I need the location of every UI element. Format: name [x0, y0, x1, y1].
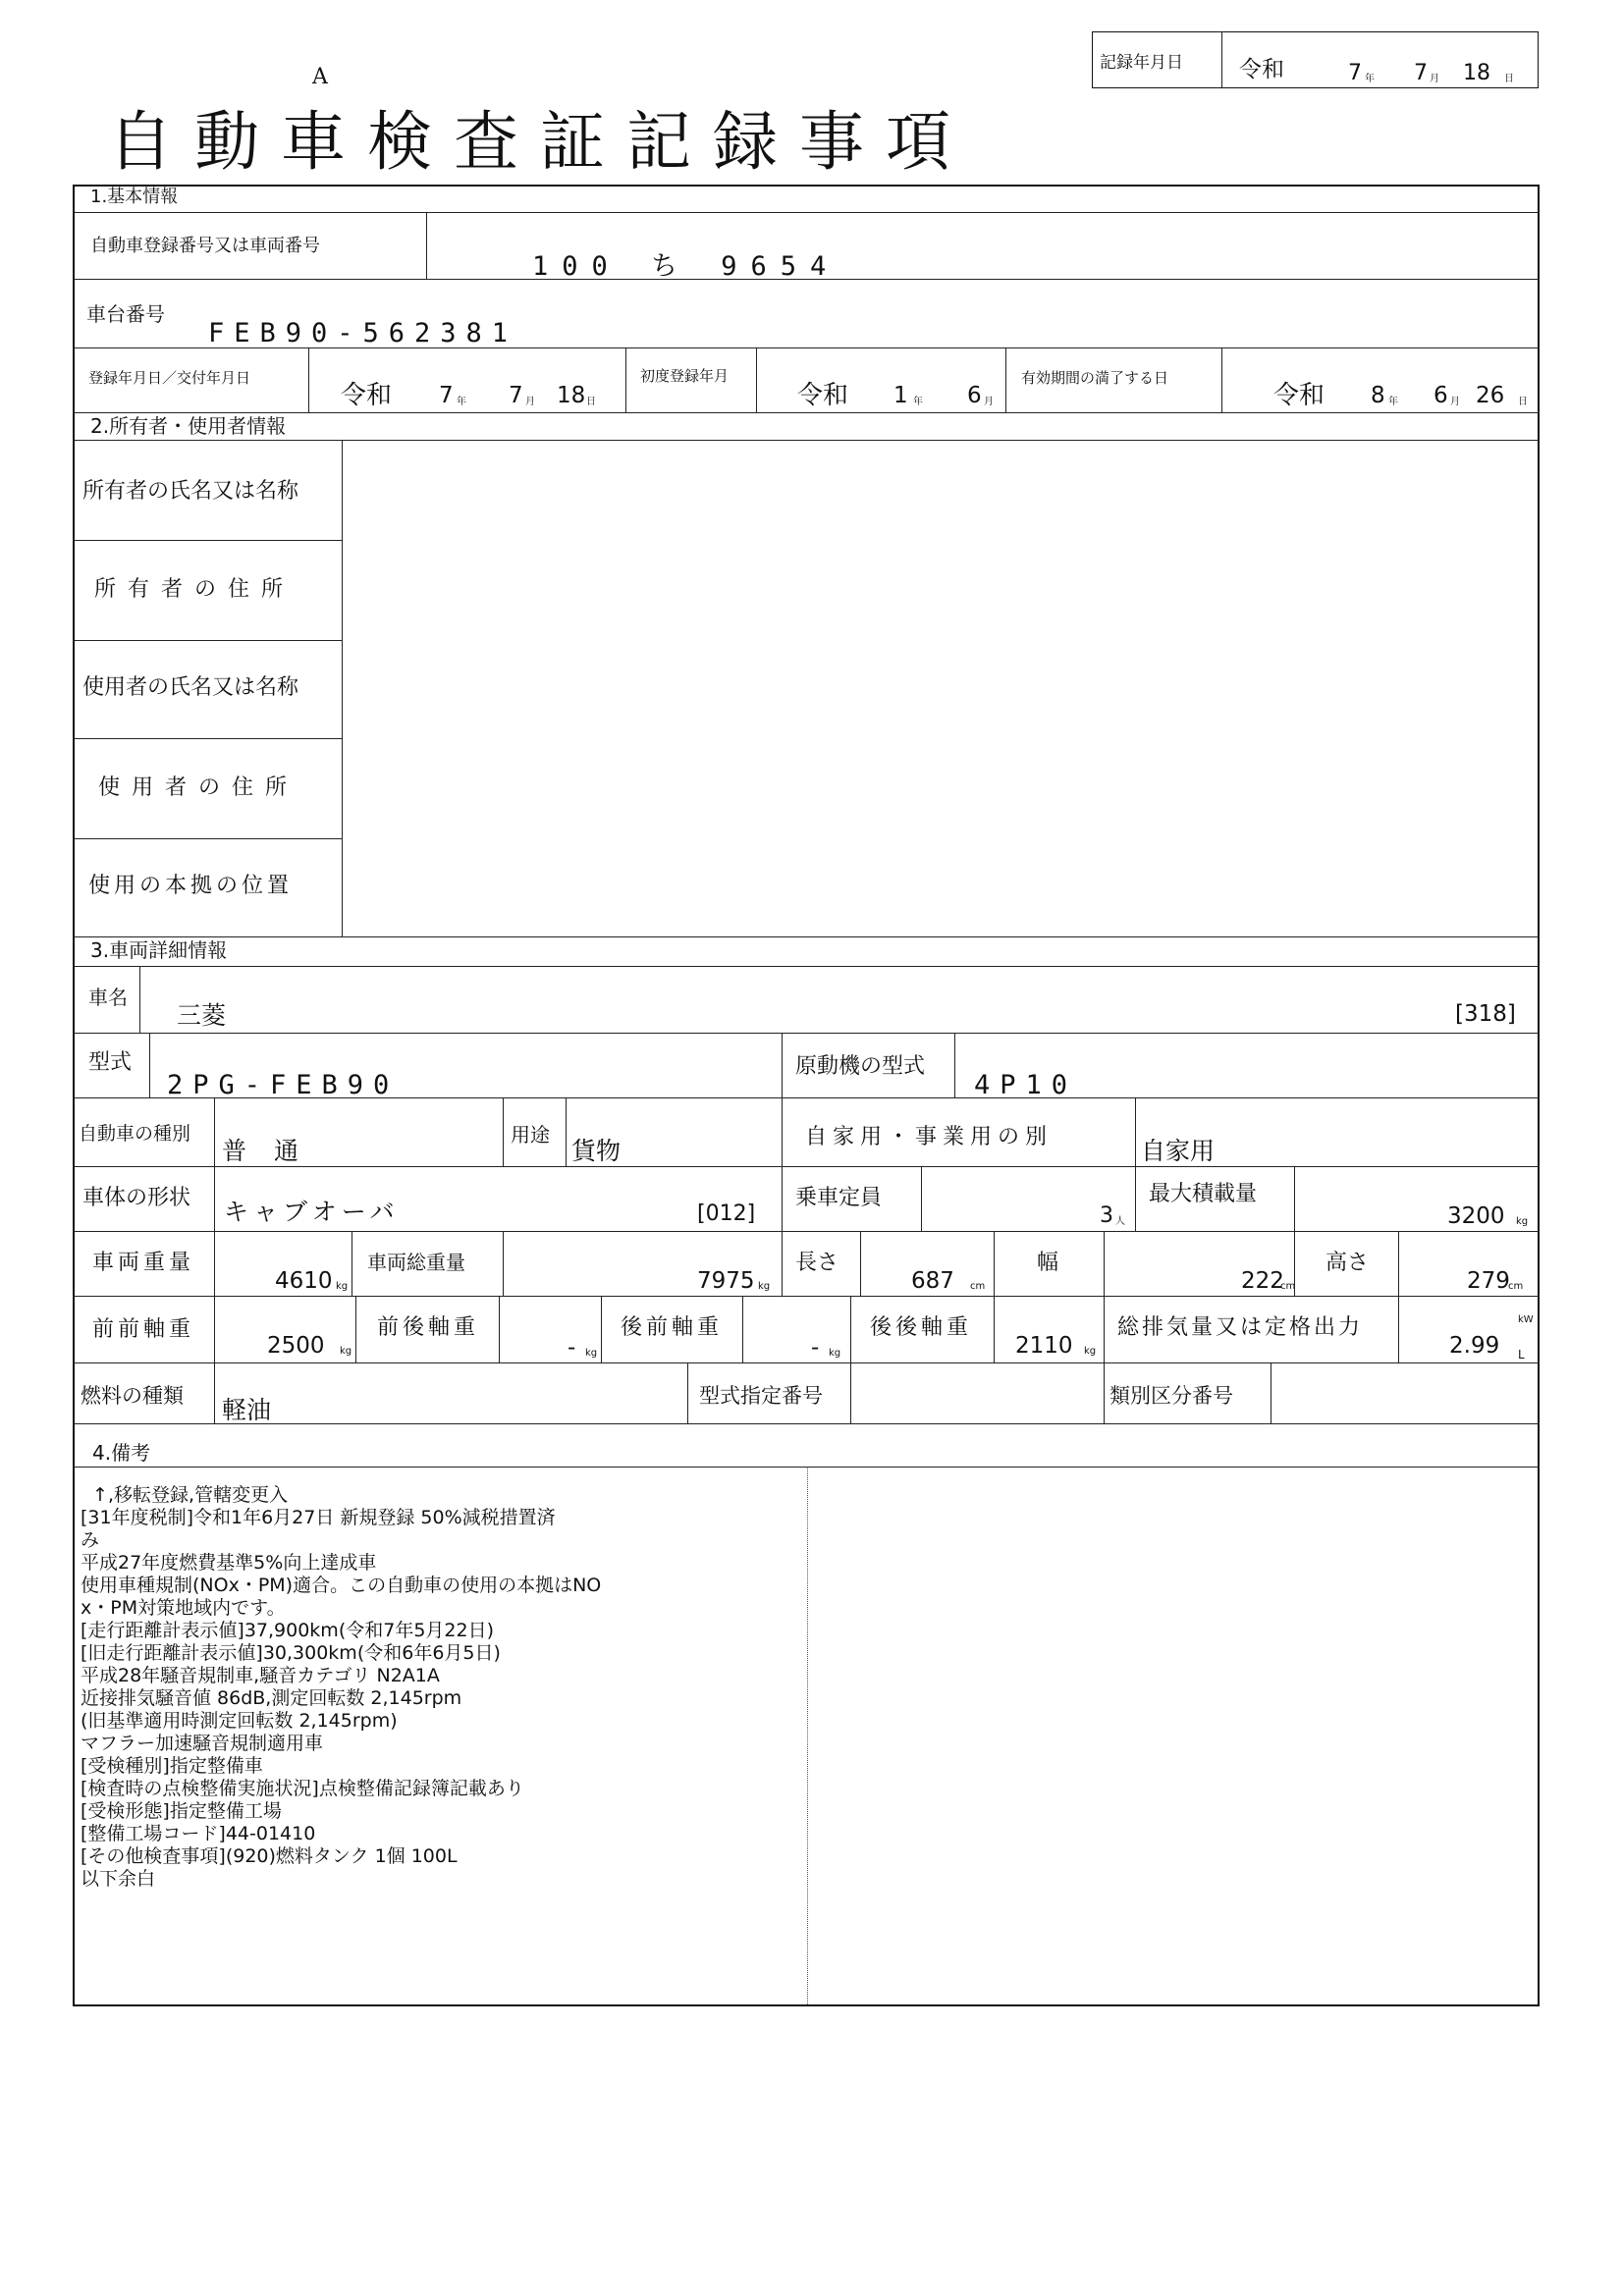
capacity-label: 乗車定員 [795, 1186, 883, 1210]
remark-line: ↑,移転登録,管轄変更入 [81, 1484, 289, 1506]
car-name-value: 三菱 [177, 1001, 227, 1030]
regdate-day: 18 [557, 383, 586, 408]
class-number-label: 類別区分番号 [1109, 1384, 1233, 1408]
remark-line: [検査時の点検整備実施状況]点検整備記録簿記載あり [81, 1778, 524, 1799]
front-front-axle-value: 2500 [267, 1333, 325, 1359]
record-date-era: 令和 [1239, 57, 1284, 82]
engine-model-value: 4P10 [974, 1070, 1078, 1100]
firstreg-month: 6 [967, 383, 982, 408]
width-value: 222 [1241, 1268, 1284, 1294]
remark-line: [受検種別]指定整備車 [81, 1755, 263, 1777]
remark-line: 平成27年度燃費基準5%向上達成車 [81, 1552, 377, 1574]
body-shape-label: 車体の形状 [82, 1186, 191, 1210]
expiry-year: 8 [1371, 383, 1385, 408]
length-value: 687 [911, 1268, 954, 1294]
vehicle-weight-value: 4610 [275, 1268, 333, 1294]
chassis-number-label: 車台番号 [86, 302, 165, 326]
base-location-label: 使用の本拠の位置 [88, 874, 294, 898]
use-value: 貨物 [571, 1137, 622, 1165]
remark-line: (旧基準適用時測定回転数 2,145rpm) [81, 1710, 398, 1732]
rear-rear-axle-value: 2110 [1015, 1333, 1073, 1359]
record-date-month: 7 [1414, 61, 1428, 85]
reg-number-label: 自動車登録番号又は車両番号 [90, 236, 320, 256]
expiry-month: 6 [1434, 383, 1448, 408]
length-label: 長さ [795, 1251, 839, 1275]
engine-model-label: 原動機の型式 [795, 1054, 926, 1079]
expiry-label: 有効期間の満了する日 [1021, 369, 1169, 387]
rear-rear-axle-label: 後後軸重 [870, 1315, 973, 1340]
max-load-value: 3200 [1447, 1203, 1505, 1229]
expiry-era: 令和 [1273, 381, 1325, 410]
remark-line: [旧走行距離計表示値]30,300km(令和6年6月5日) [81, 1642, 501, 1664]
private-business-label: 自家用・事業用の別 [805, 1125, 1054, 1149]
remark-line: 近接排気騒音値 86dB,測定回転数 2,145rpm [81, 1687, 462, 1709]
regdate-era: 令和 [341, 381, 393, 410]
width-label: 幅 [1037, 1251, 1059, 1275]
owner-name-label: 所有者の氏名又は名称 [82, 479, 299, 504]
displacement-label: 総排気量又は定格出力 [1117, 1315, 1364, 1340]
firstreg-label: 初度登録年月 [640, 367, 730, 385]
remark-line: [受検形態]指定整備工場 [81, 1800, 282, 1822]
remark-line: [31年度税制]令和1年6月27日 新規登録 50%減税措置済 [81, 1507, 556, 1528]
firstreg-era: 令和 [797, 381, 849, 410]
firstreg-year: 1 [893, 383, 908, 408]
body-shape-code: [012] [697, 1201, 756, 1226]
remark-line: み [81, 1529, 100, 1551]
corner-mark: A [312, 65, 328, 89]
user-address-label: 使用者の住所 [98, 775, 299, 800]
rear-front-axle-value: - [811, 1335, 820, 1361]
rear-front-axle-label: 後前軸重 [621, 1315, 724, 1340]
remarks-list [81, 1484, 807, 1891]
chassis-number-value: FEB90-562381 [208, 318, 518, 348]
section1-heading: 1.基本情報 [90, 187, 179, 207]
reg-number-value: 100 ち 9654 [532, 251, 840, 282]
remark-line: [整備工場コード]44-01410 [81, 1823, 316, 1844]
fuel-type-value: 軽油 [222, 1396, 272, 1424]
user-name-label: 使用者の氏名又は名称 [82, 675, 299, 700]
record-date-label: 記録年月日 [1100, 53, 1183, 73]
max-load-label: 最大積載量 [1149, 1182, 1258, 1206]
type-designation-label: 型式指定番号 [699, 1384, 823, 1408]
category-value: 普通 [222, 1137, 327, 1165]
front-rear-axle-value: - [568, 1335, 576, 1361]
owner-address-label: 所有者の住所 [94, 577, 296, 602]
regdate-year: 7 [439, 383, 454, 408]
remark-line: [走行距離計表示値]37,900km(令和7年5月22日) [81, 1620, 494, 1641]
fuel-type-label: 燃料の種類 [81, 1384, 184, 1408]
category-label: 自動車の種別 [79, 1123, 191, 1145]
regdate-month: 7 [509, 383, 523, 408]
remark-line: 以下余白 [81, 1868, 156, 1890]
gross-weight-value: 7975 [697, 1268, 755, 1294]
model-value: 2PG-FEB90 [167, 1070, 400, 1100]
remark-line: x・PM対策地域内です。 [81, 1597, 286, 1619]
record-date-day: 18 [1463, 61, 1490, 85]
expiry-day: 26 [1476, 383, 1505, 408]
vehicle-weight-label: 車両重量 [92, 1251, 195, 1275]
height-label: 高さ [1325, 1251, 1370, 1275]
car-name-code: [318] [1455, 1001, 1516, 1027]
page-title: 自動車検査証記録事項 [108, 104, 972, 180]
private-business-value: 自家用 [1141, 1137, 1216, 1165]
remark-line: 平成28年騒音規制車,騒音カテゴリ N2A1A [81, 1665, 440, 1686]
capacity-value: 3 [1100, 1203, 1113, 1228]
displacement-value: 2.99 [1449, 1333, 1500, 1359]
front-rear-axle-label: 前後軸重 [377, 1315, 480, 1340]
regdate-label: 登録年月日／交付年月日 [88, 369, 251, 387]
model-label: 型式 [88, 1050, 133, 1075]
remark-line: マフラー加速騒音規制適用車 [81, 1733, 324, 1754]
body-shape-value: キャブオーバ [224, 1198, 400, 1226]
section4-heading: 4.備考 [92, 1441, 151, 1465]
gross-weight-label: 車両総重量 [367, 1251, 465, 1274]
section2-heading: 2.所有者・使用者情報 [90, 414, 287, 438]
car-name-label: 車名 [88, 986, 128, 1009]
remark-line: 使用車種規制(NOx・PM)適合。この自動車の使用の本拠はNO [81, 1575, 602, 1596]
height-value: 279 [1467, 1268, 1510, 1294]
use-label: 用途 [511, 1123, 550, 1147]
section3-heading: 3.車両詳細情報 [90, 938, 228, 962]
front-front-axle-label: 前前軸重 [92, 1317, 195, 1342]
record-date-year: 7 [1348, 61, 1362, 85]
remark-line: [その他検査事項](920)燃料タンク 1個 100L [81, 1845, 458, 1867]
